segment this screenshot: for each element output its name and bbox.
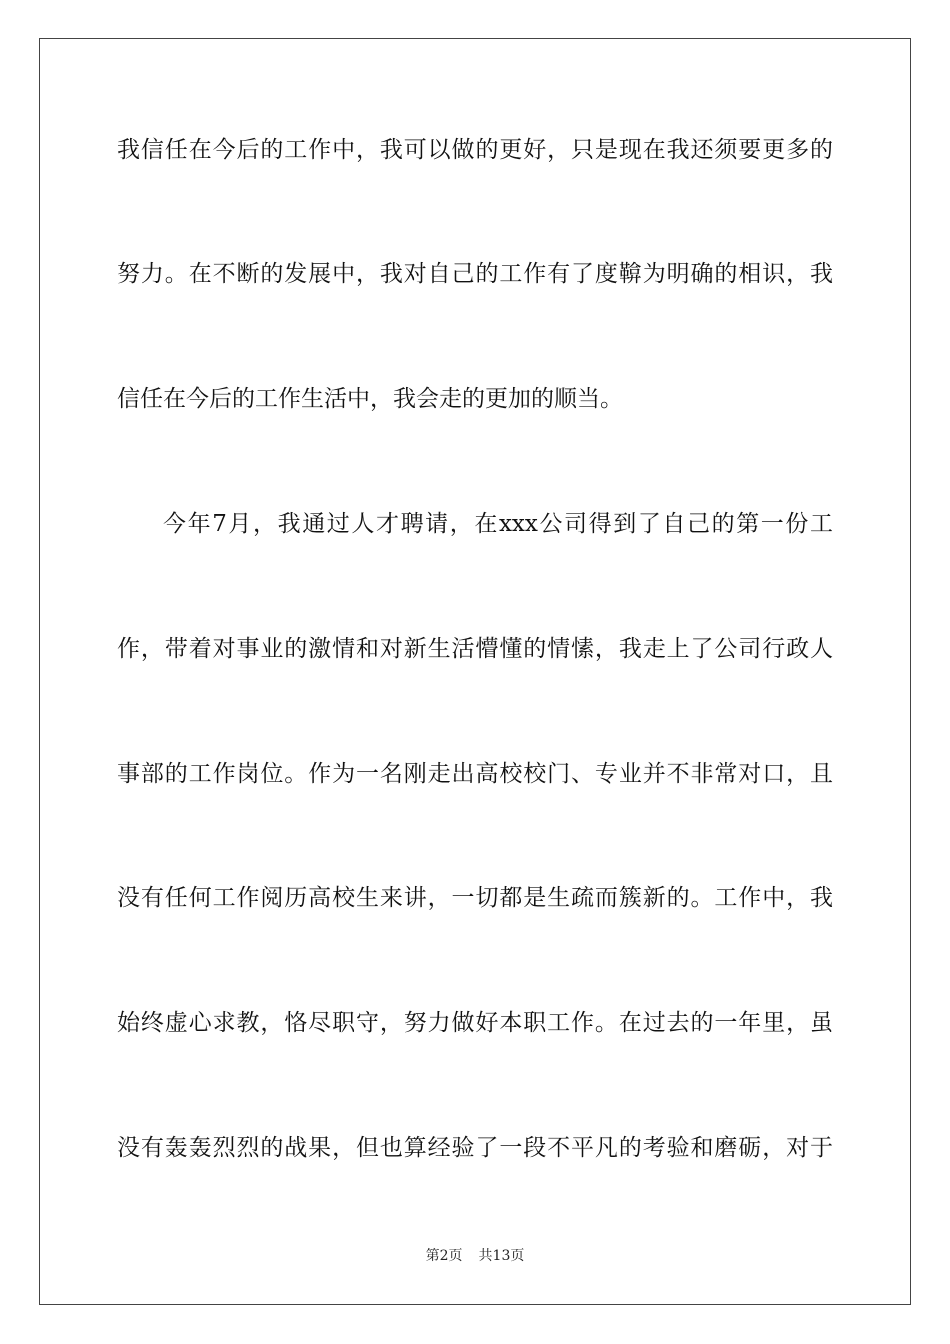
- page-footer: [0, 1246, 950, 1266]
- paragraph-line: 没有任何工作阅历高校生来讲，一切都是生疏而簇新的。工作中，我: [117, 885, 833, 911]
- paragraph-line: 始终虚心求教，恪尽职守，努力做好本职工作。在过去的一年里，虽: [117, 1010, 833, 1036]
- paragraph-line: 事部的工作岗位。作为一名刚走出高校校门、专业并不非常对口，且: [117, 761, 833, 787]
- paragraph-line: 作，带着对事业的激情和对新生活懵懂的情愫，我走上了公司行政人: [117, 636, 833, 662]
- paragraph-line: 今年7月，我通过人才聘请，在xxx公司得到了自己的第一份工: [163, 511, 833, 537]
- paragraph-line: 没有轰轰烈烈的战果，但也算经验了一段不平凡的考验和磨砺，对于: [117, 1135, 833, 1161]
- paragraph-line: 我信任在今后的工作中，我可以做的更好，只是现在我还须要更多的: [117, 137, 833, 163]
- paragraph-line: 信任在今后的工作生活中，我会走的更加的顺当。: [117, 386, 623, 412]
- paragraph-line: 努力。在不断的发展中，我对自己的工作有了度鞥为明确的相识，我: [117, 261, 833, 287]
- page-total: 共13页: [478, 1248, 525, 1264]
- page-border: [39, 38, 911, 1305]
- page-number: 第2页: [425, 1248, 463, 1264]
